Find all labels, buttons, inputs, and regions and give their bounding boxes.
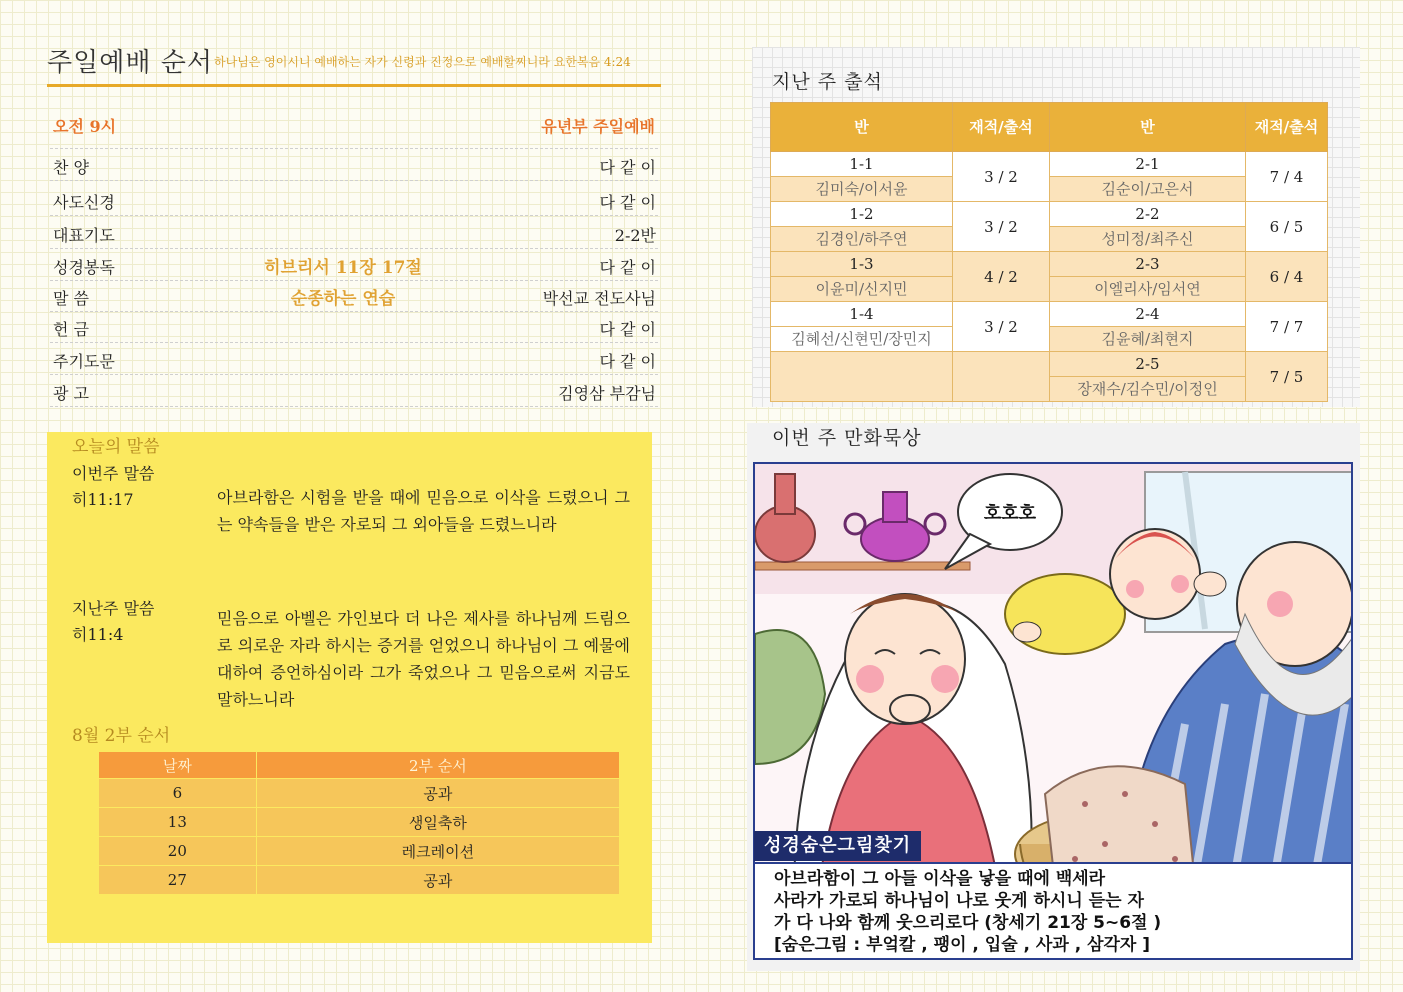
schedule-date: 13 (99, 808, 257, 837)
order-item-leader: 다 같 이 (599, 320, 656, 339)
word-title: 오늘의 말씀 (72, 437, 160, 457)
class-count: 3 / 2 (953, 152, 1050, 202)
schedule-table (98, 751, 620, 895)
order-item-leader: 다 같 이 (599, 258, 656, 277)
empty-cell (771, 352, 953, 402)
schedule-date: 6 (99, 779, 257, 808)
todays-word-panel (47, 432, 652, 943)
table-row (771, 352, 1328, 377)
title-underline (47, 84, 661, 87)
attendance-table (770, 102, 1328, 402)
order-row (50, 343, 658, 375)
caption-line: 가 다 나와 함께 웃으리로다 (창세기 21장 5~6절 ) (774, 913, 1162, 933)
table-row (771, 152, 1328, 177)
class-count: 3 / 2 (953, 202, 1050, 252)
schedule-header-row (99, 752, 620, 779)
empty-cell (953, 352, 1050, 402)
table-row (771, 202, 1328, 227)
this-week-reference: 히11:17 (72, 490, 134, 509)
order-item-label: 헌 금 (53, 320, 89, 339)
order-item-label: 찬 양 (53, 158, 89, 177)
service-time: 오전 9시 (53, 117, 117, 136)
attendance-header: 재적/출석 (1246, 103, 1328, 152)
table-row (771, 302, 1328, 327)
table-row (99, 808, 620, 837)
class-count: 7 / 5 (1246, 352, 1328, 402)
last-week-reference: 히11:4 (72, 625, 124, 644)
class-name: 1-1 (771, 152, 953, 177)
order-item-leader: 김영삼 부감님 (558, 384, 656, 403)
attendance-header-row (771, 103, 1328, 152)
order-item-label: 대표기도 (53, 226, 115, 245)
this-week-heading: 이번주 말씀 (72, 464, 155, 483)
class-count: 7 / 7 (1246, 302, 1328, 352)
table-row (771, 227, 1328, 252)
attendance-title: 지난 주 출석 (772, 71, 883, 93)
order-item-label: 주기도문 (53, 352, 115, 371)
teacher-names: 김경인/하주연 (771, 227, 953, 252)
order-item-leader: 2-2반 (614, 226, 656, 245)
order-item-leader: 다 같 이 (599, 352, 656, 371)
teacher-names: 이윤미/신지민 (771, 277, 953, 302)
class-count: 6 / 5 (1246, 202, 1328, 252)
schedule-program: 공과 (256, 866, 619, 895)
class-count: 6 / 4 (1246, 252, 1328, 302)
cartoon-caption (774, 868, 1344, 956)
order-row (50, 217, 658, 249)
class-count: 7 / 4 (1246, 152, 1328, 202)
table-row (771, 252, 1328, 277)
caption-line: [숨은그림 : 부엌칼 , 팽이 , 입술 , 사과 , 삼각자 ] (774, 935, 1151, 955)
teacher-names: 이엘리사/임서연 (1050, 277, 1246, 302)
table-row (99, 779, 620, 808)
order-item-leader: 다 같 이 (599, 158, 656, 177)
table-row (771, 177, 1328, 202)
order-item-leader: 다 같 이 (599, 193, 656, 212)
order-row (50, 184, 658, 216)
order-item-label: 성경봉독 (53, 258, 115, 277)
class-count: 3 / 2 (953, 302, 1050, 352)
service-department: 유년부 주일예배 (541, 117, 655, 136)
schedule-program: 레크레이션 (256, 837, 619, 866)
order-item-detail: 히브리서 11장 17절 (264, 258, 422, 278)
teacher-names: 성미정/최주신 (1050, 227, 1246, 252)
order-row (50, 149, 658, 181)
table-row (771, 327, 1328, 352)
order-row (50, 375, 658, 407)
order-row (50, 280, 658, 312)
schedule-header: 2부 순서 (256, 752, 619, 779)
schedule-date: 20 (99, 837, 257, 866)
class-name: 2-1 (1050, 152, 1246, 177)
order-row (50, 249, 658, 281)
table-row (99, 866, 620, 895)
class-name: 2-3 (1050, 252, 1246, 277)
teacher-names: 김미숙/이서윤 (771, 177, 953, 202)
order-title: 주일예배 순서 (47, 48, 213, 78)
order-verse: 하나님은 영이시니 예배하는 자가 신령과 진정으로 예배할찌니라 요한복음 4:24 (214, 55, 631, 69)
class-name: 2-5 (1050, 352, 1246, 377)
schedule-title: 8월 2부 순서 (72, 726, 171, 746)
table-row (771, 277, 1328, 302)
schedule-date: 27 (99, 866, 257, 895)
class-name: 2-4 (1050, 302, 1246, 327)
class-name: 1-2 (771, 202, 953, 227)
order-row (50, 311, 658, 343)
teacher-names: 김혜선/신현민/장민지 (771, 327, 953, 352)
class-count: 4 / 2 (953, 252, 1050, 302)
hidden-picture-label: 성경숨은그림찾기 (754, 831, 921, 861)
schedule-program: 생일축하 (256, 808, 619, 837)
teacher-names: 장재수/김수민/이정인 (1050, 377, 1246, 402)
speech-text: 호호호 (983, 503, 1037, 524)
teacher-names: 김윤혜/최현지 (1050, 327, 1246, 352)
class-name: 1-3 (771, 252, 953, 277)
this-week-verse: 아브라함은 시험을 받을 때에 믿음으로 이삭을 드렸으니 그는 약속들을 받은 자로되 그 외아들을 드렸느니라 (217, 488, 630, 534)
caption-line: 사라가 가로되 하나님이 나로 웃게 하시니 듣는 자 (774, 891, 1144, 911)
schedule-header: 날짜 (99, 752, 257, 779)
last-week-heading: 지난주 말씀 (72, 599, 155, 618)
cartoon-title: 이번 주 만화묵상 (772, 427, 922, 449)
attendance-header: 반 (771, 103, 953, 152)
caption-line: 아브라함이 그 아들 이삭을 낳을 때에 백세라 (774, 869, 1106, 889)
order-item-label: 사도신경 (53, 193, 115, 212)
table-row (99, 837, 620, 866)
order-item-detail: 순종하는 연습 (290, 289, 396, 309)
order-item-leader: 박선교 전도사님 (542, 289, 656, 308)
class-name: 2-2 (1050, 202, 1246, 227)
last-week-verse: 믿음으로 아벨은 가인보다 더 나은 제사를 하나님께 드림으로 의로운 자라 하시는 증거를 얻었으니 하나님이 그 예물에 대하여 증언하심이라 그가 죽었으나 그 믿음으로써 지금도 말하느니라 (217, 609, 630, 709)
class-name: 1-4 (771, 302, 953, 327)
schedule-program: 공과 (256, 779, 619, 808)
order-item-label: 말 씀 (53, 289, 89, 308)
teacher-names: 김순이/고은서 (1050, 177, 1246, 202)
attendance-header: 재적/출석 (953, 103, 1050, 152)
order-item-label: 광 고 (53, 384, 89, 403)
attendance-header: 반 (1050, 103, 1246, 152)
